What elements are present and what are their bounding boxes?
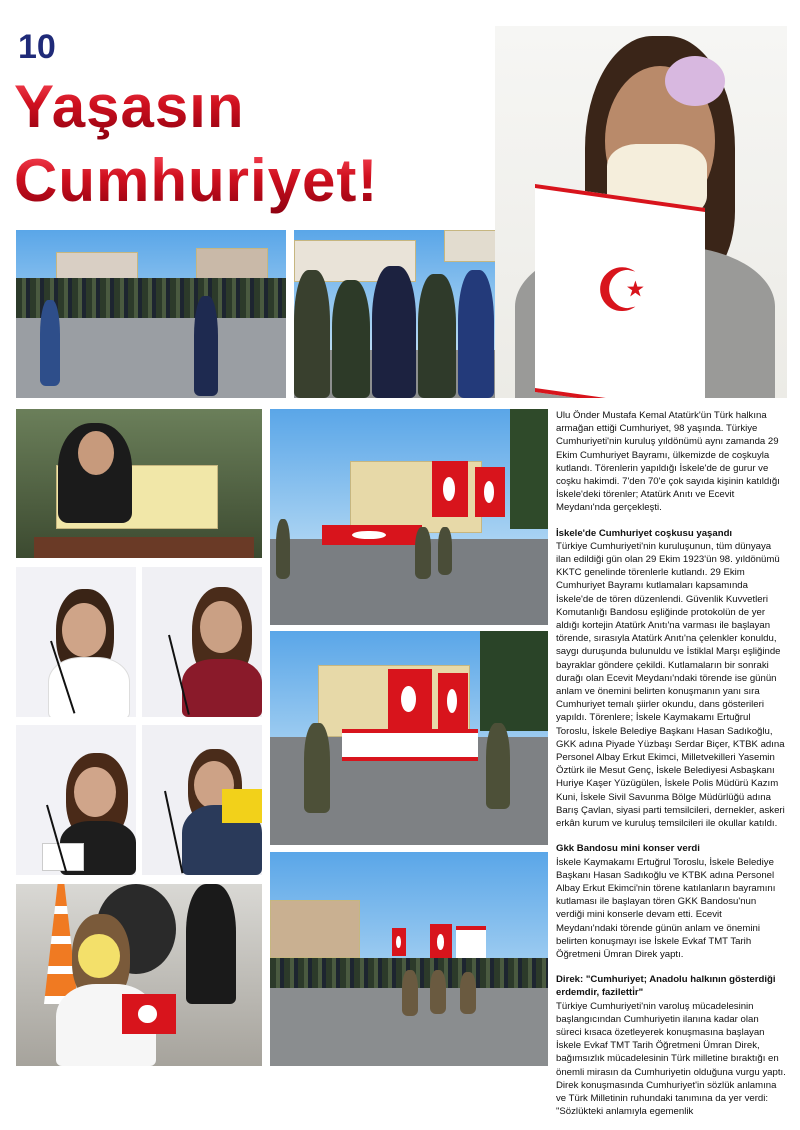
article-body <box>556 409 786 1130</box>
section-body-iskele: Türkiye Cumhuriyeti'nin kuruluşunun, tüm dünyaya ilan edildiği gün olan 29 Ekim 1923'ün 98. yıldönümü KKTC genelinde törenlerle kutlandı. 29 Ekim Cumhuriyet Bayramı kutlamaları kapsamında İskele'de de tören düzenlendi. Güvenlik Kuvvetleri Komutanlığı Bandosu eşliğinde protokolün de yer aldığı kortejin Atatürk Anıtı'na varması ile başlayan törende, sırasıyla Atatürk Anıtı'na çelenkler konuldu, saygı duruşunda bulunuldu ve İstiklal Marşı eşliğinde bayraklar göndere çekildi. Kutlamaların bir sonraki durağı olan Ecevit Meydanı'ndaki törende ise günün anlam ve önemini belirten konuşmanın yanı sıra Cumhuriyet temalı şiirler okundu, dans gösterileri yapıldı. Törenlere; İskele Kaymakamı Ertuğrul Toroslu, İskele Belediye Başkanı Hasan Sadıkoğlu, GKK adına Piyade Yüzbaşı Serdar Biçer, KTBK adına Personel Albay Erkut Ekimci, Milletvekilleri Yasemin Öztürk ile Mesut Genç, İskele Belediyesi Asbaşkanı Huriye Kaşer Yüzügülen, İskele Polis Müdürü Kazım Kuni, İskele Sivil Savunma Bölge Müdürlüğü adına Barış Çavlan, siyasi parti temsilcileri, dernekler, askeri erkân kurum ve kuruluş temsilcileri ile okullar katıldı. <box>556 540 785 830</box>
photo-child-with-flags <box>16 884 262 1066</box>
headline-line-2: Cumhuriyet! <box>14 147 379 214</box>
page-number: 10 <box>18 28 56 66</box>
photo-girl-reciting-4 <box>142 725 262 875</box>
section-title-gkk: Gkk Bandosu mini konser verdi <box>556 843 700 855</box>
section-body-direk: Türkiye Cumhuriyeti'nin varoluş mücadelesinin başlangıcından Cumhuriyetin ilanına kadar olan süreci kısaca özetleyerek konuşmasına başlayan İskele Evkaf TMT Tarih Öğretmeni Ümran Direk, bağımsızlık mücadelesinin Türk milletine bıraktığı en önemli mirasın da Cumhuriyetin olduğuna vurgu yaptı. Direk konuşmasında Cumhuriyet'in sözlük anlamına ve Türk Milletinin ruhundaki tanımına da yer verdi: "Sözlükteki anlamıyla egemenlik <box>556 1000 786 1118</box>
section-title-direk: Direk: "Cumhuriyet; Anadolu halkının gösterdiği erdemdir, faziletti̇r" <box>556 974 776 999</box>
photo-band-march <box>270 852 548 1066</box>
photo-girl-with-flag: ☪ <box>495 26 787 398</box>
photo-flag-parade-2 <box>270 631 548 845</box>
section-title-iskele: İskele'de Cumhuriyet coşkusu yaşandı <box>556 527 733 539</box>
photo-girl-reciting-3 <box>16 725 136 875</box>
photo-flag-parade-1 <box>270 409 548 625</box>
section-body-gkk: İskele Kaymakamı Ertuğrul Toroslu, İskele Belediye Başkanı Hasan Sadıkoğlu ve KTBK adına Personel Albay Erkut Ekimci'nin törene katılanların bayramını kutlaması ile başlayan tören GKK Bandosu'nun verdiği mini konserle devam etti. Ecevit Meydanı'ndaki törende günün anlam ve önemini belirten konuşmayı ise İskele Evkaf TMT Tarih Öğretmeni Ümran Direk yaptı. <box>556 856 776 960</box>
photo-speaker-podium <box>16 409 262 558</box>
headline-line-1: Yaşasın <box>14 73 245 140</box>
photo-girl-reciting-2 <box>142 567 262 717</box>
photo-girl-reciting-1 <box>16 567 136 717</box>
article-intro: Ulu Önder Mustafa Kemal Atatürk'ün Türk halkına armağan ettiği Cumhuriyet, 98 yaşında. Türkiye Cumhuriyeti'nin kuruluş yıldönümü aynı zamanda 29 Ekim Cumhuriyet Bayramı, ülkemizde de coşkuyla kutlandı. Törenlerin yapıldığı İskele'de de gurur ve coşku hakimdi. 7'den 70'e çok sayıda kişinin katıldığı İskele'deki törenler; Atatürk Anıtı ve Ecevit Meydanı'nda gerçekleşti. <box>556 410 780 514</box>
photo-parade-ground <box>16 230 286 398</box>
